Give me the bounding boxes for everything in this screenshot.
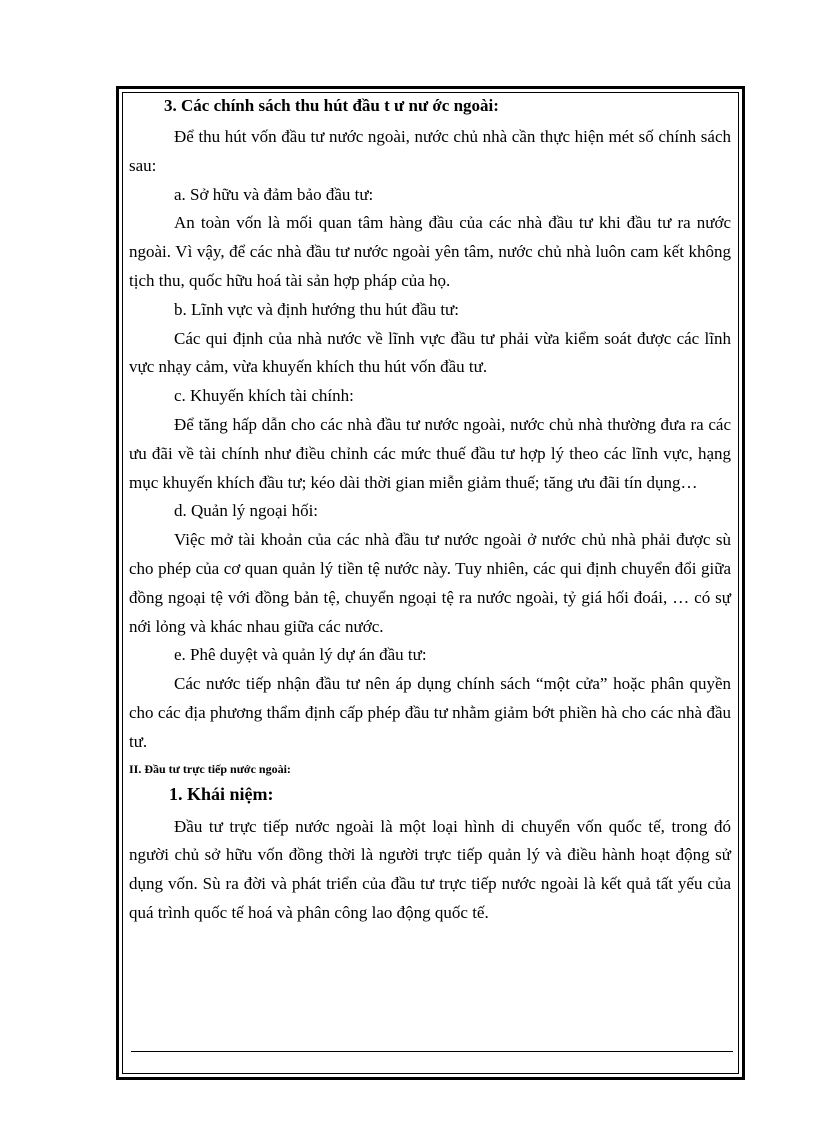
item-d-body: Việc mở tài khoản của các nhà đầu tư nước ngoài ở nước chủ nhà phải được sù cho phép của cơ quan quản lý tiền tệ nước này. Tuy nhiên, các qui định chuyển đổi giữa đồng ngoại tệ với đồng bản tệ, chuyển ngoại tệ ra nước ngoài, tỷ giá hối đoái, … có sự nới lỏng và khác nhau giữa các nước. xyxy=(129,530,731,636)
subsection-heading-1: 1. Khái niệm: xyxy=(169,783,274,804)
section-heading-3: 3. Các chính sách thu hút đầu t ư nư ớc ngoài: xyxy=(164,96,499,115)
intro-paragraph: Để thu hút vốn đầu tư nước ngoài, nước chủ nhà cần thực hiện mét số chính sách sau: xyxy=(129,127,731,175)
section-heading-2: II. Đầu tư trực tiếp nước ngoài: xyxy=(129,761,291,776)
item-a-title: a. Sở hữu và đảm bảo đầu tư: xyxy=(174,184,374,204)
footer-rule xyxy=(131,1051,733,1052)
item-e-title: e. Phê duyệt và quản lý dự án đầu tư: xyxy=(174,645,427,665)
definition-paragraph: Đầu tư trực tiếp nước ngoài là một loại hình di chuyển vốn quốc tế, trong đó người chủ sở hữu vốn đồng thời là người trực tiếp quản lý và điều hành hoạt động sử dụng vốn. Sù ra đời và phát triển của đầu tư trực tiếp nước ngoài là kết quả tất yếu của quá trình quốc tế hoá và phân công lao động quốc tế. xyxy=(129,816,731,922)
item-c-title: c. Khuyến khích tài chính: xyxy=(174,386,354,406)
item-a-body: An toàn vốn là mối quan tâm hàng đầu của các nhà đầu tư khi đầu tư ra nước ngoài. Vì vậy, để các nhà đầu tư nước ngoài yên tâm, nước chủ nhà luôn cam kết không tịch thu, quốc hữu hoá tài sản hợp pháp của họ. xyxy=(129,213,731,290)
item-b-body: Các qui định của nhà nước về lĩnh vực đầu tư phải vừa kiểm soát được các lĩnh vực nhạy cảm, vừa khuyến khích thu hút vốn đầu tư. xyxy=(129,328,731,377)
document-body xyxy=(129,93,731,928)
item-b-title: b. Lĩnh vực và định hướng thu hút đầu tư: xyxy=(174,299,459,319)
item-e-body: Các nước tiếp nhận đầu tư nên áp dụng chính sách “một cửa” hoặc phân quyền cho các địa phương thẩm định cấp phép đầu tư nhằm giảm bớt phiền hà cho các nhà đầu tư. xyxy=(129,674,731,751)
item-c-body: Để tăng hấp dẫn cho các nhà đầu tư nước ngoài, nước chủ nhà thường đưa ra các ưu đãi về tài chính như điều chỉnh các mức thuế đầu tư hợp lý theo các lĩnh vực, hạng mục khuyến khích đầu tư; kéo dài thời gian miễn giảm thuế; tăng ưu đãi tín dụng… xyxy=(129,414,731,492)
item-d-title: d. Quản lý ngoại hối: xyxy=(174,501,319,521)
